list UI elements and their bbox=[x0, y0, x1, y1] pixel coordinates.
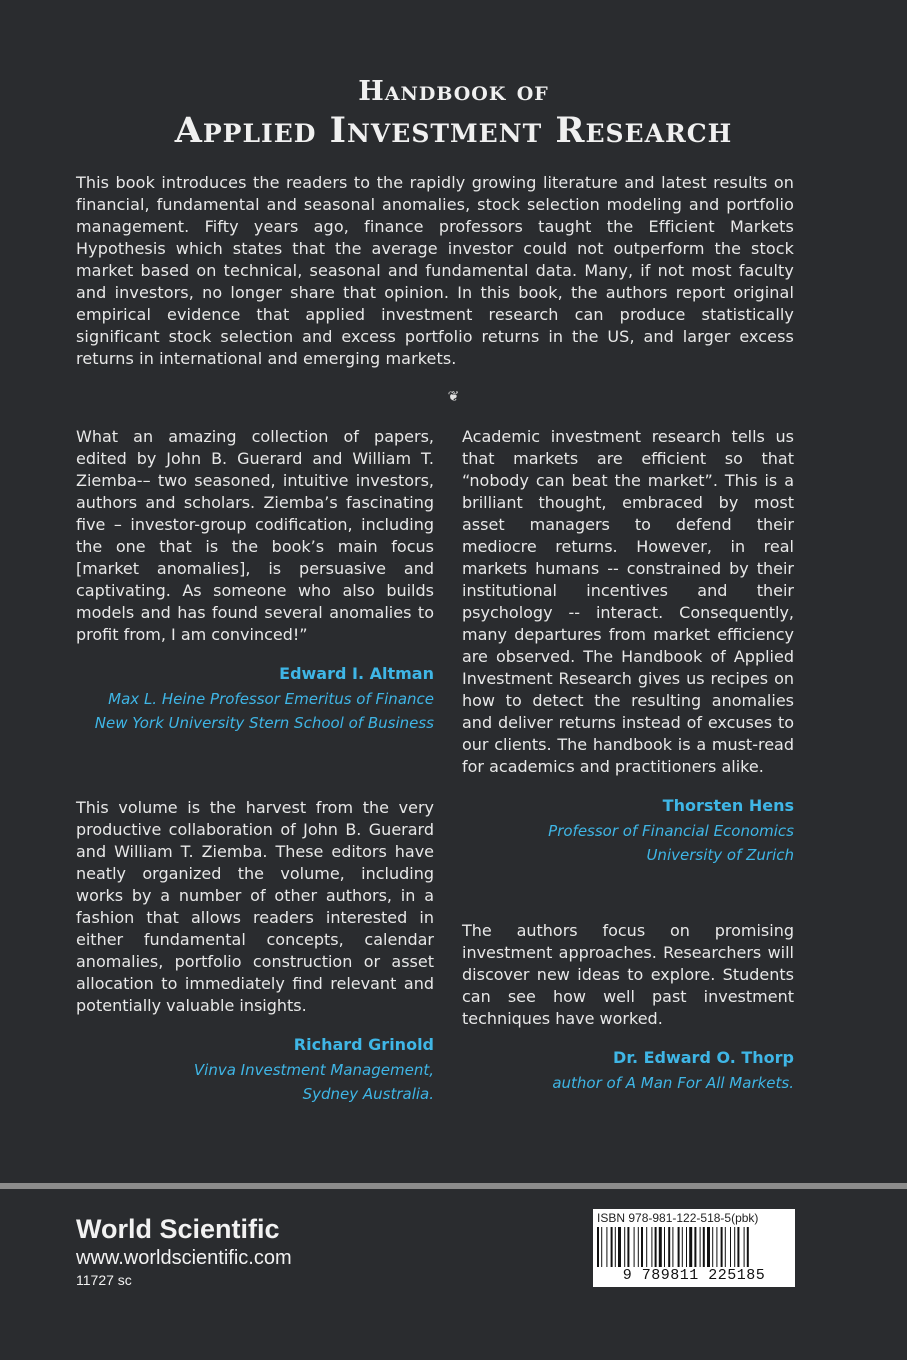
endorsement-quote: What an amazing collection of papers, edited by John B. Guerard and William T. Ziemba-– two seasoned, intuitive investors, authors and scholars. Ziemba’s fascinating five – investor-group codification, including the one that is the book’s main focus [market anomalies], is persuasive and captivating. As someone who also builds models and has found several anomalies to profit from, I am convinced!” bbox=[76, 427, 434, 644]
endorsement-altman bbox=[76, 426, 434, 735]
title-line-2: Applied Investment Research bbox=[174, 110, 733, 151]
publisher-code: 11727 sc bbox=[76, 1272, 132, 1288]
endorsement-quote: The authors focus on promising investment approaches. Researchers will discover new ideas to explore. Students can see how well past investment techniques have worked. bbox=[462, 921, 794, 1028]
barcode-number: 9 789811 225185 bbox=[595, 1267, 793, 1284]
endorser-name: Richard Grinold bbox=[293, 1035, 434, 1054]
endorser-name: Edward I. Altman bbox=[279, 664, 434, 683]
title-line-1: Handbook of bbox=[358, 76, 549, 107]
endorsement-grinold bbox=[76, 797, 434, 1106]
endorsement-thorp bbox=[462, 920, 794, 1095]
endorser-affiliation: University of Zurich bbox=[646, 846, 794, 864]
endorsement-hens bbox=[462, 426, 794, 867]
ornament-icon: ❦ bbox=[447, 389, 460, 405]
footer-divider bbox=[0, 1183, 907, 1189]
endorser-affiliation: Sydney Australia. bbox=[302, 1085, 434, 1103]
endorsement-quote: This volume is the harvest from the very productive collaboration of John B. Guerard and William T. Ziemba. These editors have neatly organized the volume, including works by a number of other authors, in a fashion that allows readers interested in either fundamental concepts, calendar anomalies, portfolio construction or asset allocation to immediately find relevant and potentially valuable insights. bbox=[76, 798, 434, 1015]
endorsement-quote: Academic investment research tells us that markets are efficient so that “nobody can beat the market”. This is a brilliant thought, embraced by most asset managers to defend their mediocre returns. However, in real markets humans -- constrained by their institutional incentives and their psychology -- interact. Consequently, many departures from market efficiency are observed. The Handbook of Applied Investment Research gives us recipes on how to detect the resulting anomalies and deliver returns instead of excuses to our clients. The handbook is a must-read for academics and practitioners alike. bbox=[462, 427, 794, 776]
intro-paragraph: This book introduces the readers to the rapidly growing literature and latest results on financial, fundamental and seasonal anomalies, stock selection modeling and portfolio management. Fifty years ago, finance professors taught the Efficient Markets Hypothesis which states that the average investor could not outperform the stock market based on technical, seasonal and fundamental data. Many, if not most faculty and investors, no longer share that opinion. In this book, the authors report original empirical evidence that applied investment research can produce statistically significant stock selection and excess portfolio returns in the US, and larger excess returns in international and emerging markets. bbox=[76, 173, 794, 368]
endorser-affiliation: Max L. Heine Professor Emeritus of Finance bbox=[108, 690, 434, 708]
endorser-affiliation: Vinva Investment Management, bbox=[193, 1061, 434, 1079]
isbn-label: ISBN 978-981-122-518-5(pbk) bbox=[597, 1211, 759, 1225]
publisher-name: World Scientific bbox=[76, 1214, 280, 1244]
barcode bbox=[593, 1209, 795, 1287]
endorser-affiliation: author of A Man For All Markets. bbox=[552, 1074, 794, 1092]
endorser-name: Thorsten Hens bbox=[662, 796, 794, 815]
publisher-url: www.worldscientific.com bbox=[76, 1247, 292, 1269]
endorser-affiliation: New York University Stern School of Business bbox=[94, 714, 434, 732]
endorser-affiliation: Professor of Financial Economics bbox=[548, 822, 794, 840]
endorser-name: Dr. Edward O. Thorp bbox=[613, 1048, 794, 1067]
barcode-bars-icon bbox=[597, 1227, 791, 1271]
